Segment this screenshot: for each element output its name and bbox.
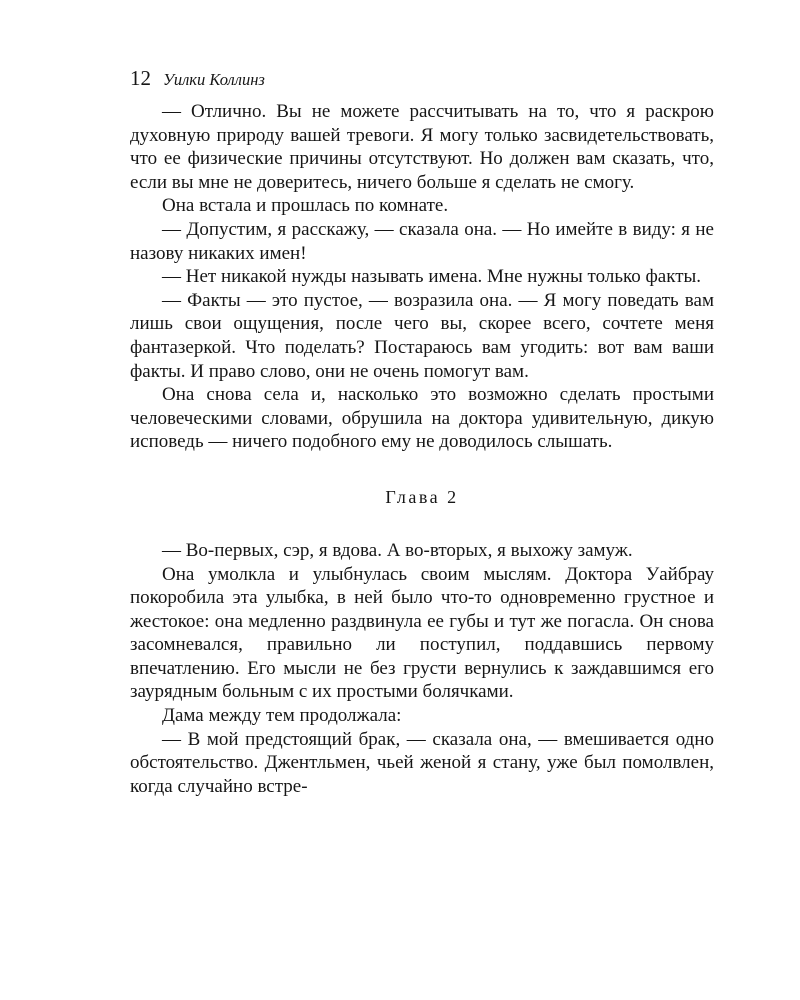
running-title: Уилки Коллинз — [163, 70, 265, 89]
paragraph: Она умолкла и улыбнулась своим мыслям. Доктора Уайбрау покоробила эта улыбка, в ней было что-то одновременно грустное и жестокое: она медленно раздвинула ее губы и тут же погасла. Он снова засомневался, правильно ли поступил, поддавшись первому впечатлению. Его мысли не без грусти вернулись к заждавшимся его заурядным больным с их простыми болячками. — [130, 563, 714, 703]
section-2 — [130, 539, 714, 799]
paragraph: Дама между тем продолжала: — [162, 705, 402, 727]
section-1 — [130, 100, 714, 454]
paragraph: — В мой предстоящий брак, — сказала она, — вмешивается одно обстоятельство. Джентльмен, чьей женой я стану, уже был помолвлен, когда случайно встре- — [130, 728, 714, 797]
paragraph: — Во-первых, сэр, я вдова. А во-вторых, я выхожу замуж. — [162, 539, 633, 561]
paragraph: Она встала и прошлась по комнате. — [162, 195, 449, 217]
paragraph: — Факты — это пустое, — возразила она. — Я могу поведать вам лишь свои ощущения, после чего вы, скорее всего, сочтете меня фантазеркой. Что поделать? Постараюсь вам угодить: вот вам ваши факты. И право слово, они не очень помогут вам. — [130, 289, 714, 382]
paragraph: Она снова села и, насколько это возможно сделать простыми человеческими словами, обрушила на доктора удивительную, дикую исповедь — ничего подобного ему не доводилось слышать. — [130, 384, 714, 453]
book-page — [130, 66, 714, 798]
chapter-heading: Глава 2 — [385, 486, 459, 507]
page-number: 12 — [130, 66, 151, 90]
paragraph: — Отлично. Вы не можете рассчитывать на то, что я раскрою духовную природу вашей тревоги. Я могу только засвидетельствовать, что ее физические причины отсутствуют. Но должен вам сказать, что, если вы мне не доверитесь, ничего больше я сделать не смогу. — [130, 101, 714, 193]
paragraph: — Нет никакой нужды называть имена. Мне нужны только факты. — [162, 266, 702, 288]
running-head — [130, 66, 714, 100]
paragraph: — Допустим, я расскажу, — сказала она. — Но имейте в виду: я не назову никаких имен! — [130, 218, 714, 264]
